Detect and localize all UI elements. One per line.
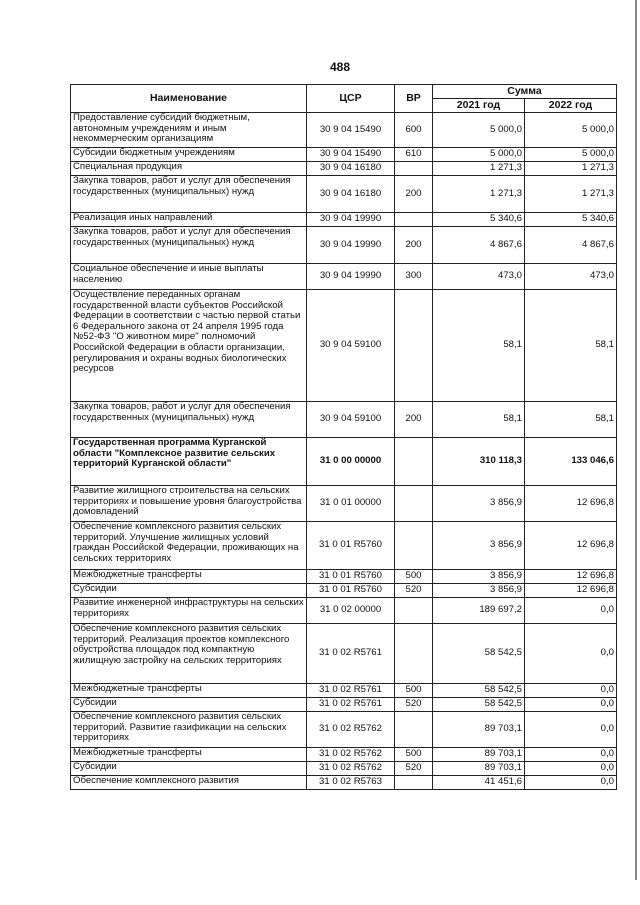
row-name: Межбюджетные трансферты — [71, 570, 307, 584]
row-sum-2022: 0,0 — [525, 762, 617, 776]
row-sum-2022: 0,0 — [525, 776, 617, 790]
row-sum-2021: 5 000,0 — [433, 113, 525, 148]
row-csr: 30 9 04 19990 — [307, 264, 395, 290]
row-name: Реализация иных направлений — [71, 213, 307, 227]
row-sum-2022: 0,0 — [525, 748, 617, 762]
row-name: Обеспечение комплексного развития сельских территорий. Улучшение жилищных условий граждан Российской Федерации, проживающих на сельских территориях — [71, 522, 307, 570]
row-name: Закупка товаров, работ и услуг для обеспечения государственных (муниципальных) нужд — [71, 176, 307, 213]
row-csr: 31 0 02 R5762 — [307, 748, 395, 762]
row-sum-2022: 1 271,3 — [525, 176, 617, 213]
table-row — [71, 264, 617, 290]
row-sum-2022: 12 696,8 — [525, 486, 617, 522]
row-vr — [395, 712, 433, 748]
table-row — [71, 698, 617, 712]
row-vr — [395, 290, 433, 402]
row-vr — [395, 213, 433, 227]
row-csr: 30 9 04 19990 — [307, 213, 395, 227]
row-csr: 30 9 04 59100 — [307, 290, 395, 402]
row-sum-2021: 58,1 — [433, 402, 525, 438]
row-vr: 520 — [395, 762, 433, 776]
table-row — [71, 570, 617, 584]
row-csr: 30 9 04 59100 — [307, 402, 395, 438]
row-sum-2021: 89 703,1 — [433, 712, 525, 748]
row-vr: 200 — [395, 227, 433, 264]
row-sum-2022: 1 271,3 — [525, 162, 617, 176]
row-sum-2022: 0,0 — [525, 698, 617, 712]
row-sum-2022: 12 696,8 — [525, 584, 617, 598]
table-row — [71, 522, 617, 570]
table-row — [71, 684, 617, 698]
table-row — [71, 598, 617, 624]
row-sum-2021: 5 340,6 — [433, 213, 525, 227]
header-sum: Сумма — [433, 85, 617, 99]
row-vr: 520 — [395, 698, 433, 712]
scan-edge-line — [635, 0, 637, 880]
table-row — [71, 227, 617, 264]
row-csr: 31 0 02 R5761 — [307, 698, 395, 712]
row-vr — [395, 438, 433, 486]
row-vr — [395, 624, 433, 684]
row-name: Развитие инженерной инфраструктуры на сельских территориях — [71, 598, 307, 624]
row-vr: 610 — [395, 148, 433, 162]
table-row — [71, 162, 617, 176]
row-name: Предоставление субсидий бюджетным, автономным учреждениям и иным некоммерческим организациям — [71, 113, 307, 148]
table-row — [71, 402, 617, 438]
table-row — [71, 776, 617, 790]
row-sum-2021: 58 542,5 — [433, 684, 525, 698]
row-vr: 500 — [395, 684, 433, 698]
row-sum-2022: 133 046,6 — [525, 438, 617, 486]
page-number: 488 — [329, 60, 351, 74]
row-csr: 31 0 02 R5761 — [307, 624, 395, 684]
row-sum-2022: 0,0 — [525, 684, 617, 698]
row-sum-2022: 5 340,6 — [525, 213, 617, 227]
row-sum-2021: 189 697,2 — [433, 598, 525, 624]
row-sum-2021: 310 118,3 — [433, 438, 525, 486]
row-name: Субсидии — [71, 698, 307, 712]
row-name: Межбюджетные трансферты — [71, 684, 307, 698]
table-row — [71, 213, 617, 227]
row-sum-2021: 89 703,1 — [433, 748, 525, 762]
row-name: Субсидии бюджетным учреждениям — [71, 148, 307, 162]
row-vr: 600 — [395, 113, 433, 148]
row-sum-2021: 41 451,6 — [433, 776, 525, 790]
row-vr: 500 — [395, 570, 433, 584]
row-csr: 31 0 01 R5760 — [307, 584, 395, 598]
table-row — [71, 113, 617, 148]
row-csr: 30 9 04 15490 — [307, 148, 395, 162]
row-sum-2021: 3 856,9 — [433, 486, 525, 522]
row-sum-2022: 5 000,0 — [525, 148, 617, 162]
table-row — [71, 148, 617, 162]
row-sum-2022: 0,0 — [525, 598, 617, 624]
row-csr: 31 0 02 R5762 — [307, 762, 395, 776]
header-vr: ВР — [395, 85, 433, 113]
row-sum-2021: 89 703,1 — [433, 762, 525, 776]
row-sum-2022: 0,0 — [525, 624, 617, 684]
table-row — [71, 176, 617, 213]
row-csr: 31 0 00 00000 — [307, 438, 395, 486]
row-vr — [395, 522, 433, 570]
table-row — [71, 290, 617, 402]
row-vr — [395, 486, 433, 522]
row-vr — [395, 776, 433, 790]
row-sum-2021: 3 856,9 — [433, 522, 525, 570]
row-name: Социальное обеспечение и иные выплаты населению — [71, 264, 307, 290]
table-row — [71, 486, 617, 522]
row-sum-2021: 4 867,6 — [433, 227, 525, 264]
row-vr: 200 — [395, 402, 433, 438]
row-vr: 520 — [395, 584, 433, 598]
row-csr: 31 0 02 00000 — [307, 598, 395, 624]
row-sum-2022: 0,0 — [525, 712, 617, 748]
row-sum-2022: 5 000,0 — [525, 113, 617, 148]
row-sum-2022: 58,1 — [525, 402, 617, 438]
header-csr: ЦСР — [307, 85, 395, 113]
row-sum-2021: 473,0 — [433, 264, 525, 290]
table-row — [71, 584, 617, 598]
row-csr: 30 9 04 15490 — [307, 113, 395, 148]
table-row — [71, 748, 617, 762]
row-name: Субсидии — [71, 762, 307, 776]
table-row — [71, 762, 617, 776]
header-year-2021: 2021 год — [433, 99, 525, 113]
row-sum-2021: 1 271,3 — [433, 162, 525, 176]
row-vr: 200 — [395, 176, 433, 213]
row-sum-2022: 12 696,8 — [525, 522, 617, 570]
table-row — [71, 438, 617, 486]
row-name: Специальная продукция — [71, 162, 307, 176]
row-sum-2021: 3 856,9 — [433, 570, 525, 584]
row-sum-2022: 58,1 — [525, 290, 617, 402]
budget-table — [70, 84, 617, 790]
header-year-2022: 2022 год — [525, 99, 617, 113]
row-name: Обеспечение комплексного развития — [71, 776, 307, 790]
row-csr: 30 9 04 19990 — [307, 227, 395, 264]
row-csr: 31 0 01 R5760 — [307, 522, 395, 570]
row-csr: 31 0 02 R5763 — [307, 776, 395, 790]
row-name: Развитие жилищного строительства на сельских территориях и повышение уровня благоустройства домовладений — [71, 486, 307, 522]
row-csr: 31 0 01 R5760 — [307, 570, 395, 584]
row-csr: 30 9 04 16180 — [307, 162, 395, 176]
row-name: Обеспечение комплексного развития сельских территорий. Реализация проектов комплексного обустройства площадок под компактную жилищную застройку на сельских территориях — [71, 624, 307, 684]
row-sum-2021: 58,1 — [433, 290, 525, 402]
row-csr: 31 0 02 R5761 — [307, 684, 395, 698]
row-name: Закупка товаров, работ и услуг для обеспечения государственных (муниципальных) нужд — [71, 227, 307, 264]
row-sum-2021: 58 542,5 — [433, 624, 525, 684]
row-name: Осуществление переданных органам государственной власти субъектов Российской Федерации в соответствии с частью первой статьи 6 Федерального закона от 24 апреля 1995 года №52-ФЗ "О животном мире" полномочий Российской Федерации в области организации, регулирования и охраны водных биологических ресурсов — [71, 290, 307, 402]
table-row — [71, 624, 617, 684]
row-csr: 31 0 02 R5762 — [307, 712, 395, 748]
row-csr: 31 0 01 00000 — [307, 486, 395, 522]
row-sum-2021: 5 000,0 — [433, 148, 525, 162]
row-vr: 500 — [395, 748, 433, 762]
row-csr: 30 9 04 16180 — [307, 176, 395, 213]
row-name: Субсидии — [71, 584, 307, 598]
row-name: Межбюджетные трансферты — [71, 748, 307, 762]
row-name: Закупка товаров, работ и услуг для обеспечения государственных (муниципальных) нужд — [71, 402, 307, 438]
row-name: Государственная программа Курганской области "Комплексное развитие сельских территорий Курганской области" — [71, 438, 307, 486]
row-sum-2021: 1 271,3 — [433, 176, 525, 213]
row-sum-2021: 58 542,5 — [433, 698, 525, 712]
row-sum-2022: 12 696,8 — [525, 570, 617, 584]
row-vr — [395, 162, 433, 176]
row-name: Обеспечение комплексного развития сельских территорий. Развитие газификации на сельских территориях — [71, 712, 307, 748]
row-vr — [395, 598, 433, 624]
table-row — [71, 712, 617, 748]
row-vr: 300 — [395, 264, 433, 290]
row-sum-2021: 3 856,9 — [433, 584, 525, 598]
header-name: Наименование — [71, 85, 307, 113]
row-sum-2022: 4 867,6 — [525, 227, 617, 264]
row-sum-2022: 473,0 — [525, 264, 617, 290]
